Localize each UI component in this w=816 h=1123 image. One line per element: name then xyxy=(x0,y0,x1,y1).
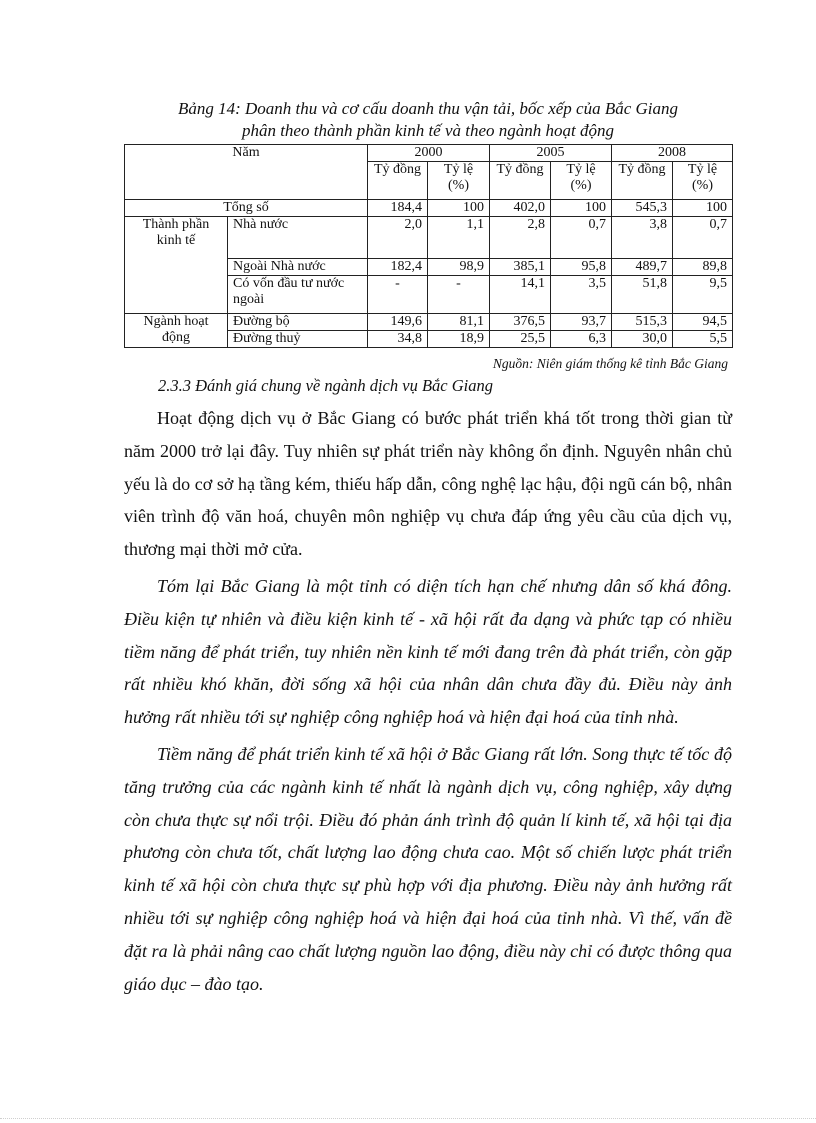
body-text xyxy=(124,402,732,1000)
table-cell: 376,5 xyxy=(490,314,551,331)
unit-value-header: Tỷ đồng xyxy=(368,162,428,200)
table-cell: 2,8 xyxy=(490,217,551,259)
unit-pct-header: Tỷ lệ (%) xyxy=(428,162,490,200)
table-cell: 385,1 xyxy=(490,259,551,276)
table-cell: 6,3 xyxy=(551,331,612,348)
year-2005: 2005 xyxy=(490,145,612,162)
unit-pct-header: Tỷ lệ (%) xyxy=(673,162,733,200)
table-cell: 100 xyxy=(551,200,612,217)
table-cell: 25,5 xyxy=(490,331,551,348)
paragraph-2: Tóm lại Bắc Giang là một tỉnh có diện tích hạn chế nhưng dân số khá đông. Điều kiện tự nhiên và điều kiện kinh tế - xã hội rất đa dạng và phức tạp có nhiều tiềm năng để phát triển, tuy nhiên nền kinh tế mới đang trên đà phát triển, còn gặp rất nhiều khó khăn, đời sống xã hội của nhân dân chưa đầy đủ. Điều này ảnh hưởng rất nhiều tới sự nghiệp công nghiệp hoá và hiện đại hoá của tỉnh nhà. xyxy=(124,575,732,728)
year-2000: 2000 xyxy=(368,145,490,162)
table-cell: 489,7 xyxy=(612,259,673,276)
table-cell: 51,8 xyxy=(612,276,673,314)
table-cell: 3,5 xyxy=(551,276,612,314)
paragraph-1: Hoạt động dịch vụ ở Bắc Giang có bước phát triển khá tốt trong thời gian từ năm 2000 trở lại đây. Tuy nhiên sự phát triển này không ổn định. Nguyên nhân chủ yếu là do cơ sở hạ tầng kém, thiếu hấp dẫn, công nghệ lạc hậu, đội ngũ cán bộ, nhân viên trình độ văn hoá, chuyên môn nghiệp vụ chưa đáp ứng yêu cầu của dịch vụ, thương mại thời mở cửa. xyxy=(124,408,732,560)
table-cell: 3,8 xyxy=(612,217,673,259)
row-label: Nhà nước xyxy=(228,217,368,259)
table-cell: 30,0 xyxy=(612,331,673,348)
table-cell: 0,7 xyxy=(551,217,612,259)
table-cell: 34,8 xyxy=(368,331,428,348)
caption-line-1: Bảng 14: Doanh thu và cơ cấu doanh thu vận tải, bốc xếp của Bắc Giang xyxy=(177,99,679,118)
table-cell: 402,0 xyxy=(490,200,551,217)
section-heading: 2.3.3 Đánh giá chung về ngành dịch vụ Bắc Giang xyxy=(158,376,493,395)
row-label: Có vốn đầu tư nước ngoài xyxy=(228,276,368,314)
table-cell: 184,4 xyxy=(368,200,428,217)
row-label: Ngoài Nhà nước xyxy=(228,259,368,276)
caption-line-2: phân theo thành phần kinh tế và theo ngành hoạt động xyxy=(241,121,615,140)
total-label: Tổng số xyxy=(125,200,368,217)
table-row xyxy=(125,314,733,331)
table-caption xyxy=(124,98,732,142)
table-cell: 515,3 xyxy=(612,314,673,331)
unit-value-header: Tỷ đồng xyxy=(490,162,551,200)
row-label: Đường thuỷ xyxy=(228,331,368,348)
table-cell: 94,5 xyxy=(673,314,733,331)
table-cell: 5,5 xyxy=(673,331,733,348)
table-cell: 149,6 xyxy=(368,314,428,331)
table-source-note: Nguồn: Niên giám thống kê tỉnh Bắc Giang xyxy=(492,356,728,371)
table-cell: 95,8 xyxy=(551,259,612,276)
year-header-label: Năm xyxy=(125,145,368,200)
table-cell: 81,1 xyxy=(428,314,490,331)
table-cell: 0,7 xyxy=(673,217,733,259)
table-row xyxy=(125,217,733,259)
row-label: Đường bộ xyxy=(228,314,368,331)
page-bottom-rule xyxy=(0,1118,816,1119)
table-cell: 89,8 xyxy=(673,259,733,276)
total-row xyxy=(125,200,733,217)
year-2008: 2008 xyxy=(612,145,733,162)
table-cell: 9,5 xyxy=(673,276,733,314)
table-cell: - xyxy=(368,276,428,314)
table-cell: 100 xyxy=(428,200,490,217)
table-cell: 100 xyxy=(673,200,733,217)
group-label-economic-sector: Thành phần kinh tế xyxy=(125,217,228,314)
table-cell: - xyxy=(428,276,490,314)
table-cell: 1,1 xyxy=(428,217,490,259)
year-header-row xyxy=(125,145,733,162)
table-cell: 18,9 xyxy=(428,331,490,348)
group-label-activity: Ngành hoạt động xyxy=(125,314,228,348)
unit-pct-header: Tỷ lệ (%) xyxy=(551,162,612,200)
table-cell: 2,0 xyxy=(368,217,428,259)
table-cell: 98,9 xyxy=(428,259,490,276)
table-cell: 545,3 xyxy=(612,200,673,217)
table-cell: 182,4 xyxy=(368,259,428,276)
table-cell: 93,7 xyxy=(551,314,612,331)
table-cell: 14,1 xyxy=(490,276,551,314)
paragraph-3: Tiềm năng để phát triển kinh tế xã hội ở Bắc Giang rất lớn. Song thực tế tốc độ tăng trưởng của các ngành kinh tế nhất là ngành dịch vụ, công nghiệp, xây dựng còn chưa thực sự nổi trội. Điều đó phản ánh trình độ quản lí kinh tế, xã hội tại địa phương còn chưa tốt, chất lượng lao động chưa cao. Một số chiến lược phát triển kinh tế xã hội còn chưa thực sự phù hợp với địa phương. Điều này ảnh hưởng rất nhiều tới sự nghiệp công nghiệp hoá và hiện đại hoá của tỉnh nhà. Vì thế, vấn đề đặt ra là phải nâng cao chất lượng nguồn lao động, điều này chỉ có được thông qua giáo dục – đào tạo. xyxy=(124,743,732,994)
unit-value-header: Tỷ đồng xyxy=(612,162,673,200)
revenue-table xyxy=(124,144,733,348)
